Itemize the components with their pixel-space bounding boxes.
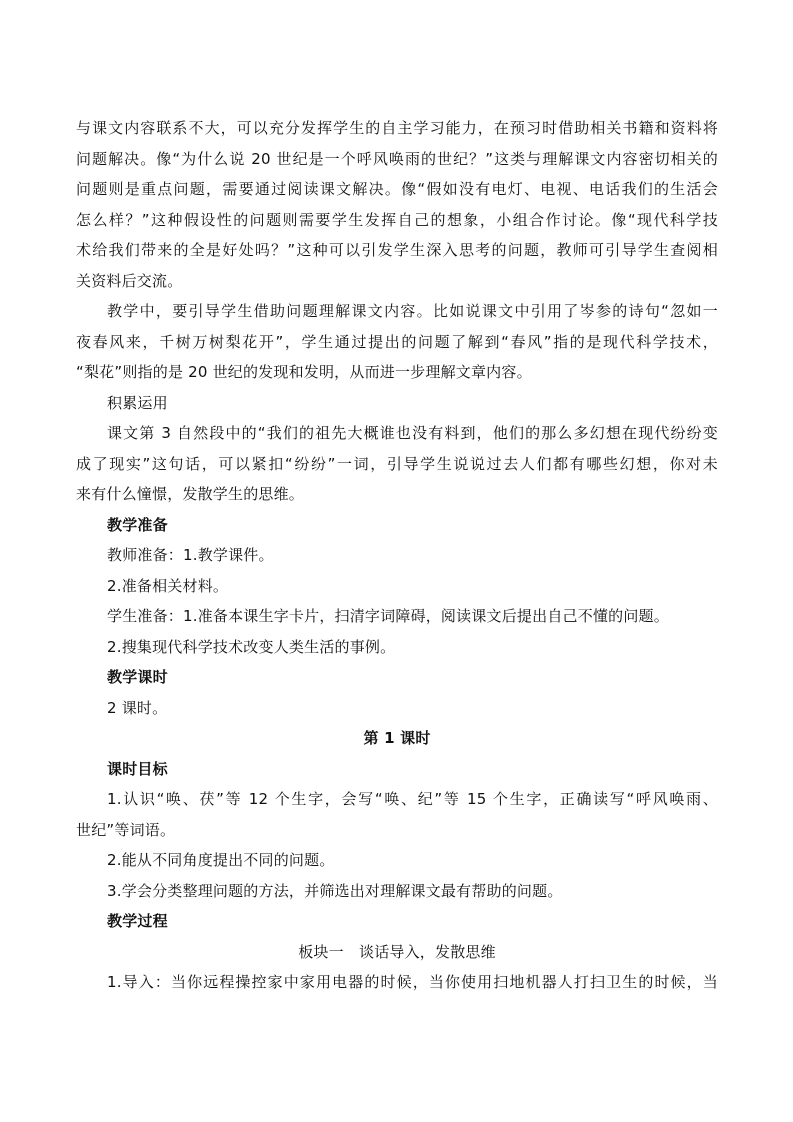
text-line: 来有什么憧憬，发散学生的思维。 [76, 485, 305, 503]
text-line: 1.认识“唤、茯”等 12 个生字，会写“唤、纪”等 15 个生字，正确读写“呼风唤雨、 [107, 790, 718, 808]
text-line: 世纪”等词语。 [76, 820, 176, 839]
text-line: 与课文内容联系不大，可以充分发挥学生的自主学习能力，在预习时借助相关书籍和资料将 [76, 119, 718, 137]
text-line: 2.搜集现代科学技术改变人类生活的事例。 [107, 637, 396, 656]
text-line: 1.导入：当你远程操控家中家用电器的时候，当你使用扫地机器人打扫卫生的时候，当 [107, 973, 718, 991]
text-line: 板块一 谈话导入，发散思维 [298, 942, 496, 961]
text-line: 2 课时。 [107, 698, 168, 717]
text-line: 2.能从不同角度提出不同的问题。 [107, 851, 335, 869]
text-line: 课时目标 [107, 759, 168, 778]
text-line: 问题解决。像“为什么说 20 世纪是一个呼风唤雨的世纪？”这类与理解课文内容密切相关的 [76, 149, 718, 168]
text-line: 问题则是重点问题，需要通过阅读课文解决。像“假如没有电灯、电视、电话我们的生活会 [76, 180, 718, 198]
text-line: 课文第 3 自然段中的“我们的祖先大概谁也没有料到，他们的那么多幻想在现代纷纷变 [107, 424, 718, 442]
text-line: 夜春风来，千树万树梨花开”，学生通过提出的问题了解到“春风”指的是现代科学技术， [76, 332, 718, 351]
text-line: 教学过程 [107, 912, 168, 930]
text-line: 学生准备：1.准备本课生字卡片，扫清字词障碍，阅读课文后提出自己不懂的问题。 [107, 607, 669, 625]
text-line: 教师准备：1.教学课件。 [107, 546, 274, 564]
text-line: 2.准备相关材料。 [107, 576, 229, 595]
text-line: 积累运用 [107, 393, 168, 412]
text-line: 第 1 课时 [363, 729, 431, 747]
text-line: 怎么样？”这种假设性的问题则需要学生发挥自己的想象，小组合作讨论。像“现代科学技 [76, 210, 718, 229]
text-line: 成了现实”这句话，可以紧扣“纷纷”一词，引导学生说说过去人们都有哪些幻想，你对未 [76, 454, 718, 473]
text-line: “梨花”则指的是 20 世纪的发现和发明，从而进一步理解文章内容。 [76, 363, 532, 381]
document-page [76, 113, 718, 998]
text-line: 教学中，要引导学生借助问题理解课文内容。比如说课文中引用了岑参的诗句“忽如一 [107, 302, 718, 320]
text-line: 关资料后交流。 [76, 271, 183, 290]
text-line: 教学课时 [107, 668, 168, 686]
text-line: 术给我们带来的全是好处吗？”这种可以引发学生深入思考的问题，教师可引导学生查阅相 [76, 241, 718, 259]
text-line: 3.学会分类整理问题的方法，并筛选出对理解课文最有帮助的问题。 [107, 881, 563, 900]
text-line: 教学准备 [107, 515, 168, 534]
